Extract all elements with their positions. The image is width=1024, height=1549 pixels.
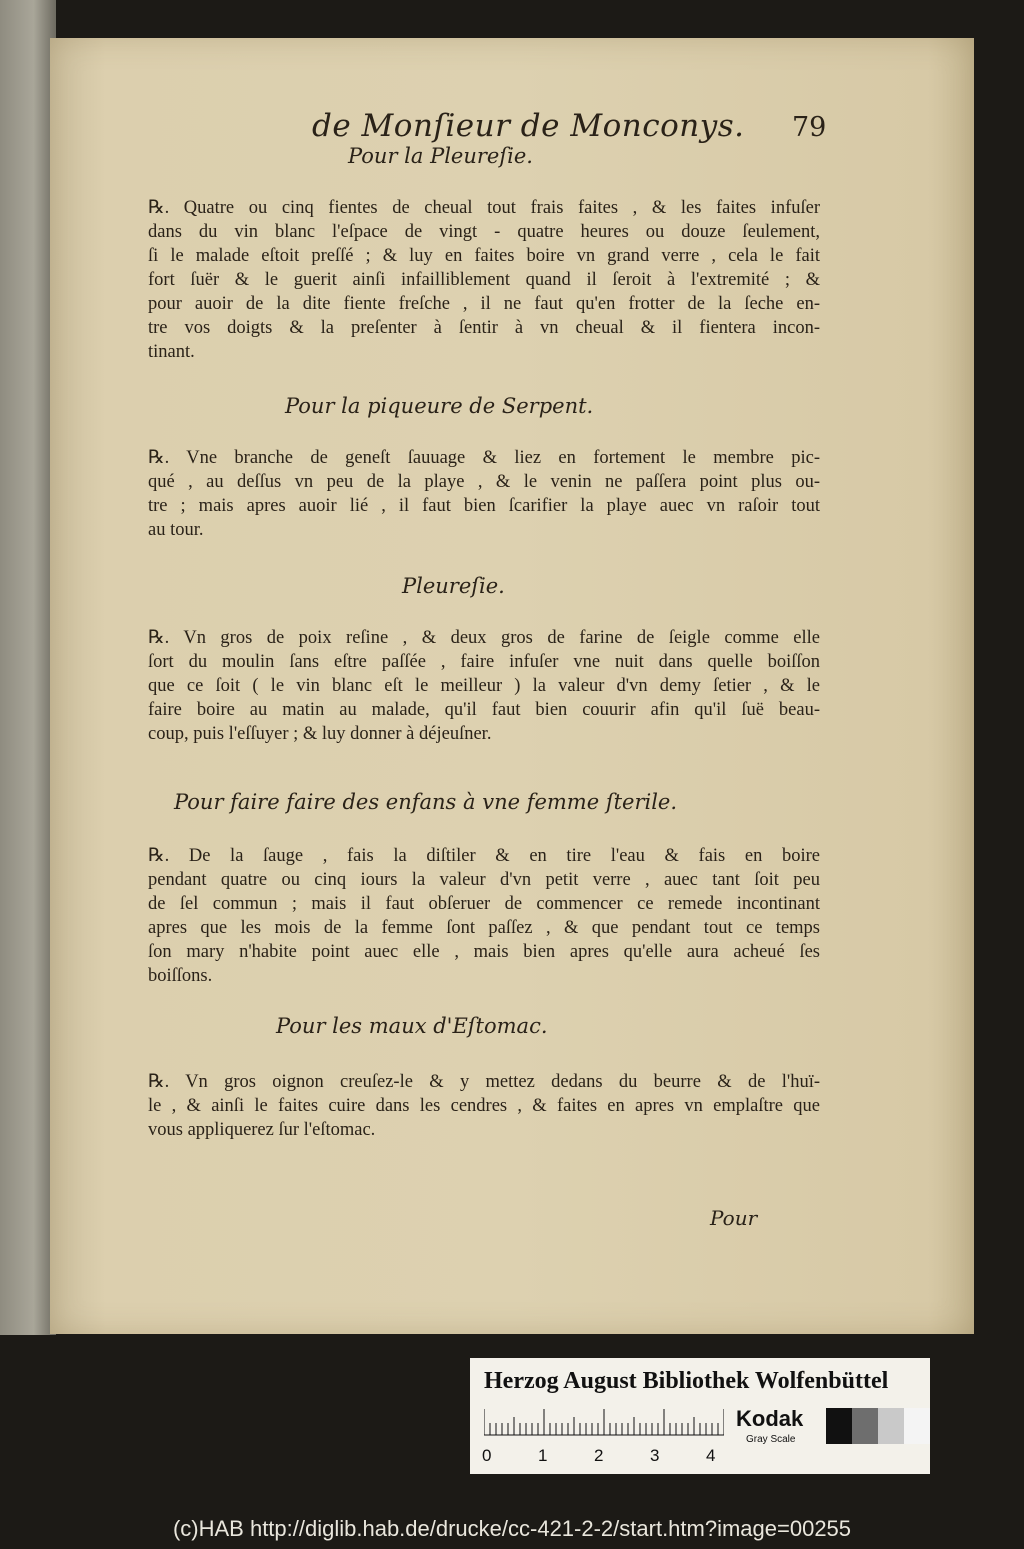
footer-url: (c)HAB http://diglib.hab.de/drucke/cc-421-2-2/start.htm?image=00255 <box>172 1516 852 1541</box>
section-title: Pour faire faire des enfans à vne femme ſterile. <box>174 790 678 814</box>
text-line: ℞. Vn gros de poix reſine , & deux gros de farine de ſeigle comme elle <box>148 628 820 648</box>
library-name: Herzog August Bibliothek Wolfenbüttel <box>484 1368 889 1394</box>
text-line: tinant. <box>148 342 195 362</box>
book-page <box>50 38 974 1334</box>
ruler-number: 2 <box>594 1446 604 1465</box>
text-line: au tour. <box>148 520 204 540</box>
ruler-number: 4 <box>706 1446 716 1465</box>
text-line: dans du vin blanc l'eſpace de vingt - quatre heures ou douze ſeulement, <box>148 222 820 242</box>
text-line: tre vos doigts & la preſenter à ſentir à vn cheual & il fientera incon- <box>148 318 820 338</box>
text-line: que ce ſoit ( le vin blanc eſt le meilleur ) la valeur d'vn demy ſetier , & le <box>148 676 820 696</box>
text-line: ſon mary n'habite point auec elle , mais bien apres qu'elle aura acheué ſes <box>148 942 820 962</box>
section-title: Pour la Pleureſie. <box>348 144 533 168</box>
text-line: le , & ainſi le faites cuire dans les cendres , & faites en apres vn emplaſtre que <box>148 1096 820 1116</box>
text-line: ℞. Quatre ou cinq fientes de cheual tout frais faites , & les faites infuſer <box>148 198 820 218</box>
text-line: apres que les mois de la femme ſont paſſez , & que pendant tout ce temps <box>148 918 820 938</box>
text-line: de ſel commun ; mais il faut obſeruer de commencer ce remede incontinant <box>148 894 820 914</box>
ruler-scale <box>484 1406 724 1436</box>
color-calibration-card <box>470 1358 930 1474</box>
gray-swatch <box>826 1408 852 1444</box>
text-line: faire boire au matin au malade, qu'il faut bien couurir afin qu'il ſuë beau- <box>148 700 820 720</box>
catchword: Pour <box>710 1206 758 1230</box>
text-line: pour auoir de la dite fiente freſche , il ne faut qu'en frotter de la ſeche en- <box>148 294 820 314</box>
section-title: Pleureſie. <box>402 574 505 598</box>
section-title: Pour la piqueure de Serpent. <box>285 394 594 418</box>
text-line: ℞. Vn gros oignon creuſez-le & y mettez dedans du beurre & de l'huï- <box>148 1072 820 1092</box>
text-line: ſort du moulin ſans eſtre paſſée , faire infuſer vne nuit dans quelle boiſſon <box>148 652 820 672</box>
text-line: coup, puis l'eſſuyer ; & luy donner à déjeuſner. <box>148 724 492 744</box>
gray-swatch <box>878 1408 904 1444</box>
previous-page-edge <box>0 0 56 1335</box>
text-line: fort ſuër & le guerit ainſi infailliblement quand il ſeroit à l'extremité ; & <box>148 270 820 290</box>
ruler-number: 3 <box>650 1446 660 1465</box>
gray-swatch <box>852 1408 878 1444</box>
text-line: ℞. Vne branche de geneſt ſauuage & liez en fortement le membre pic- <box>148 448 820 468</box>
ruler-number: 0 <box>482 1446 492 1465</box>
text-line: vous appliquerez ſur l'eſtomac. <box>148 1120 376 1140</box>
gray-scale-label: Gray Scale <box>746 1434 796 1445</box>
text-line: qué , au deſſus vn peu de la playe , & le venin ne paſſera point plus ou- <box>148 472 820 492</box>
ruler-number: 1 <box>538 1446 548 1465</box>
kodak-logo: Kodak <box>736 1406 804 1431</box>
text-line: pendant quatre ou cinq iours la valeur d'vn petit verre , auec tant ſoit peu <box>148 870 820 890</box>
page-number: 79 <box>792 112 827 143</box>
text-line: tre ; mais apres auoir lié , il faut bien ſcarifier la playe auec vn raſoir tout <box>148 496 820 516</box>
text-line: ℞. De la ſauge , fais la diſtiler & en tire l'eau & fais en boire <box>148 846 820 866</box>
text-line: boiſſons. <box>148 966 213 986</box>
text-line: ſi le malade eſtoit preſſé ; & luy en faites boire vn grand verre , cela le fait <box>148 246 820 266</box>
gray-swatch <box>904 1408 930 1444</box>
section-title: Pour les maux d'Eſtomac. <box>276 1014 548 1038</box>
running-head: de Monſieur de Monconys. <box>312 108 745 144</box>
